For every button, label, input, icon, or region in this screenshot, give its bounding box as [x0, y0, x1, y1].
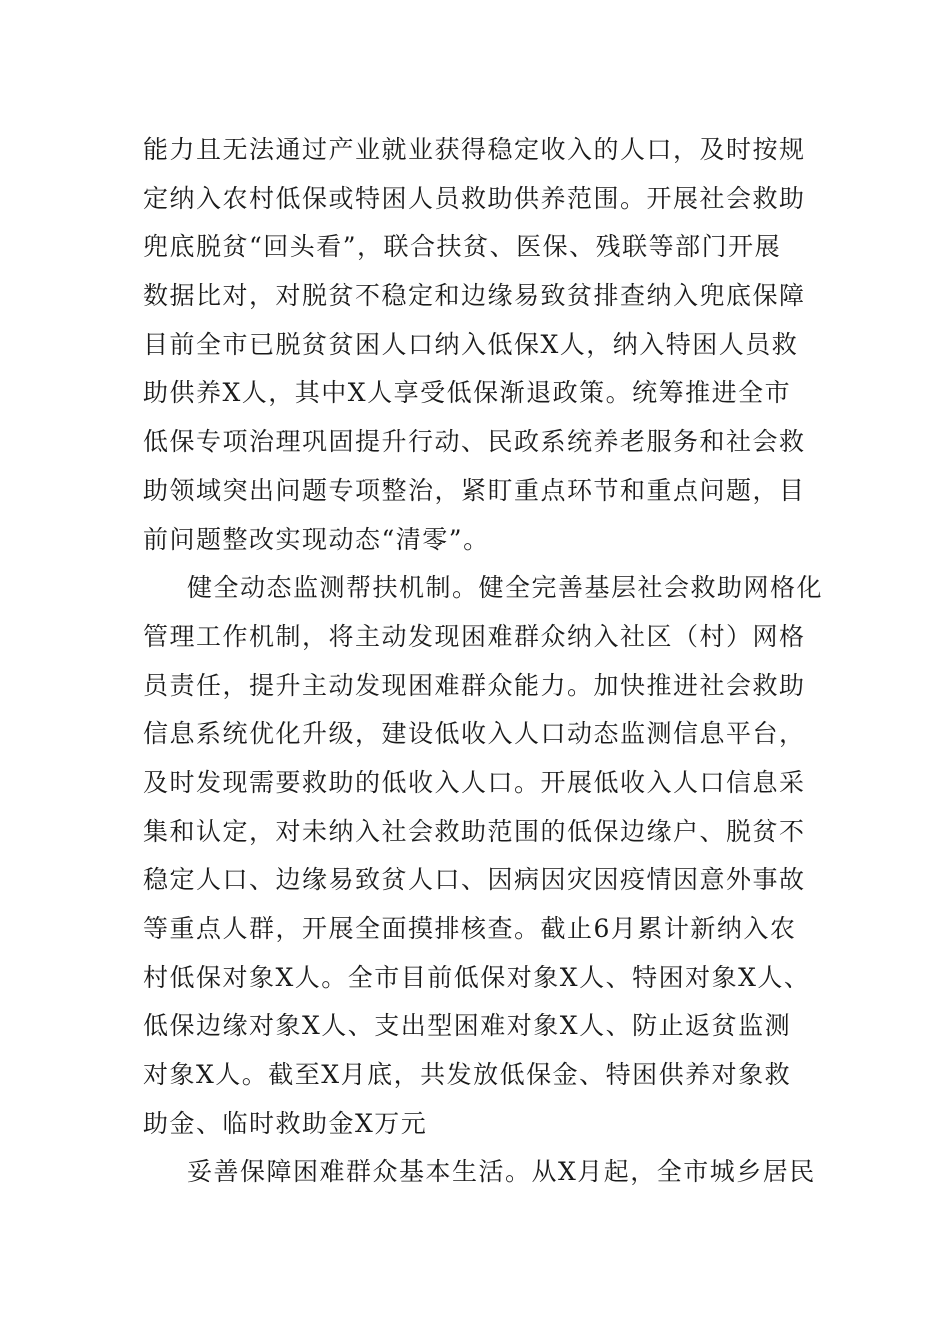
text-line: 定纳入农村低保或特困人员救助供养范围。开展社会救助 [143, 183, 806, 213]
text-line: 集和认定，对未纳入社会救助范围的低保边缘户、脱贫不 [143, 816, 806, 846]
text-line: 数据比对，对脱贫不稳定和边缘易致贫排查纳入兜底保障 [143, 281, 806, 311]
text-line: 及时发现需要救助的低收入人口。开展低收入人口信息采 [143, 767, 806, 797]
text-line: 管理工作机制，将主动发现困难群众纳入社区（村）网格 [143, 621, 806, 651]
paragraph-start-line: 健全动态监测帮扶机制。健全完善基层社会救助网格化 [187, 573, 824, 603]
text-line: 低保边缘对象X人、支出型困难对象X人、防止返贫监测 [143, 1011, 792, 1041]
text-line: 等重点人群，开展全面摸排核查。截止6月累计新纳入农 [143, 914, 797, 943]
paragraph-start-line: 妥善保障困难群众基本生活。从X月起，全市城乡居民 [187, 1157, 816, 1187]
text-line: 能力且无法通过产业就业获得稳定收入的人口，及时按规 [143, 135, 806, 164]
text-line: 兜底脱贫“回头看”，联合扶贫、医保、残联等部门开展 [143, 232, 782, 262]
text-line: 助供养X人，其中X人享受低保渐退政策。统筹推进全市 [143, 378, 792, 408]
text-line: 目前全市已脱贫贫困人口纳入低保X人，纳入特困人员救 [143, 329, 799, 359]
text-line: 信息系统优化升级，建设低收入人口动态监测信息平台， [143, 719, 806, 749]
text-line: 村低保对象X人。全市目前低保对象X人、特困对象X人、 [143, 962, 811, 992]
text-line: 稳定人口、边缘易致贫人口、因病因灾因疫情因意外事故 [143, 865, 806, 895]
text-line: 助领域突出问题专项整治，紧盯重点环节和重点问题，目 [143, 475, 806, 505]
text-line: 前问题整改实现动态“清零”。 [143, 524, 490, 554]
text-line: 对象X人。截至X月底，共发放低保金、特困供养对象救 [143, 1060, 792, 1090]
text-line: 助金、临时救助金X万元 [143, 1108, 428, 1138]
text-line: 员责任，提升主动发现困难群众能力。加快推进社会救助 [143, 670, 806, 700]
text-line: 低保专项治理巩固提升行动、民政系统养老服务和社会救 [143, 427, 806, 457]
document-body [143, 126, 823, 1197]
